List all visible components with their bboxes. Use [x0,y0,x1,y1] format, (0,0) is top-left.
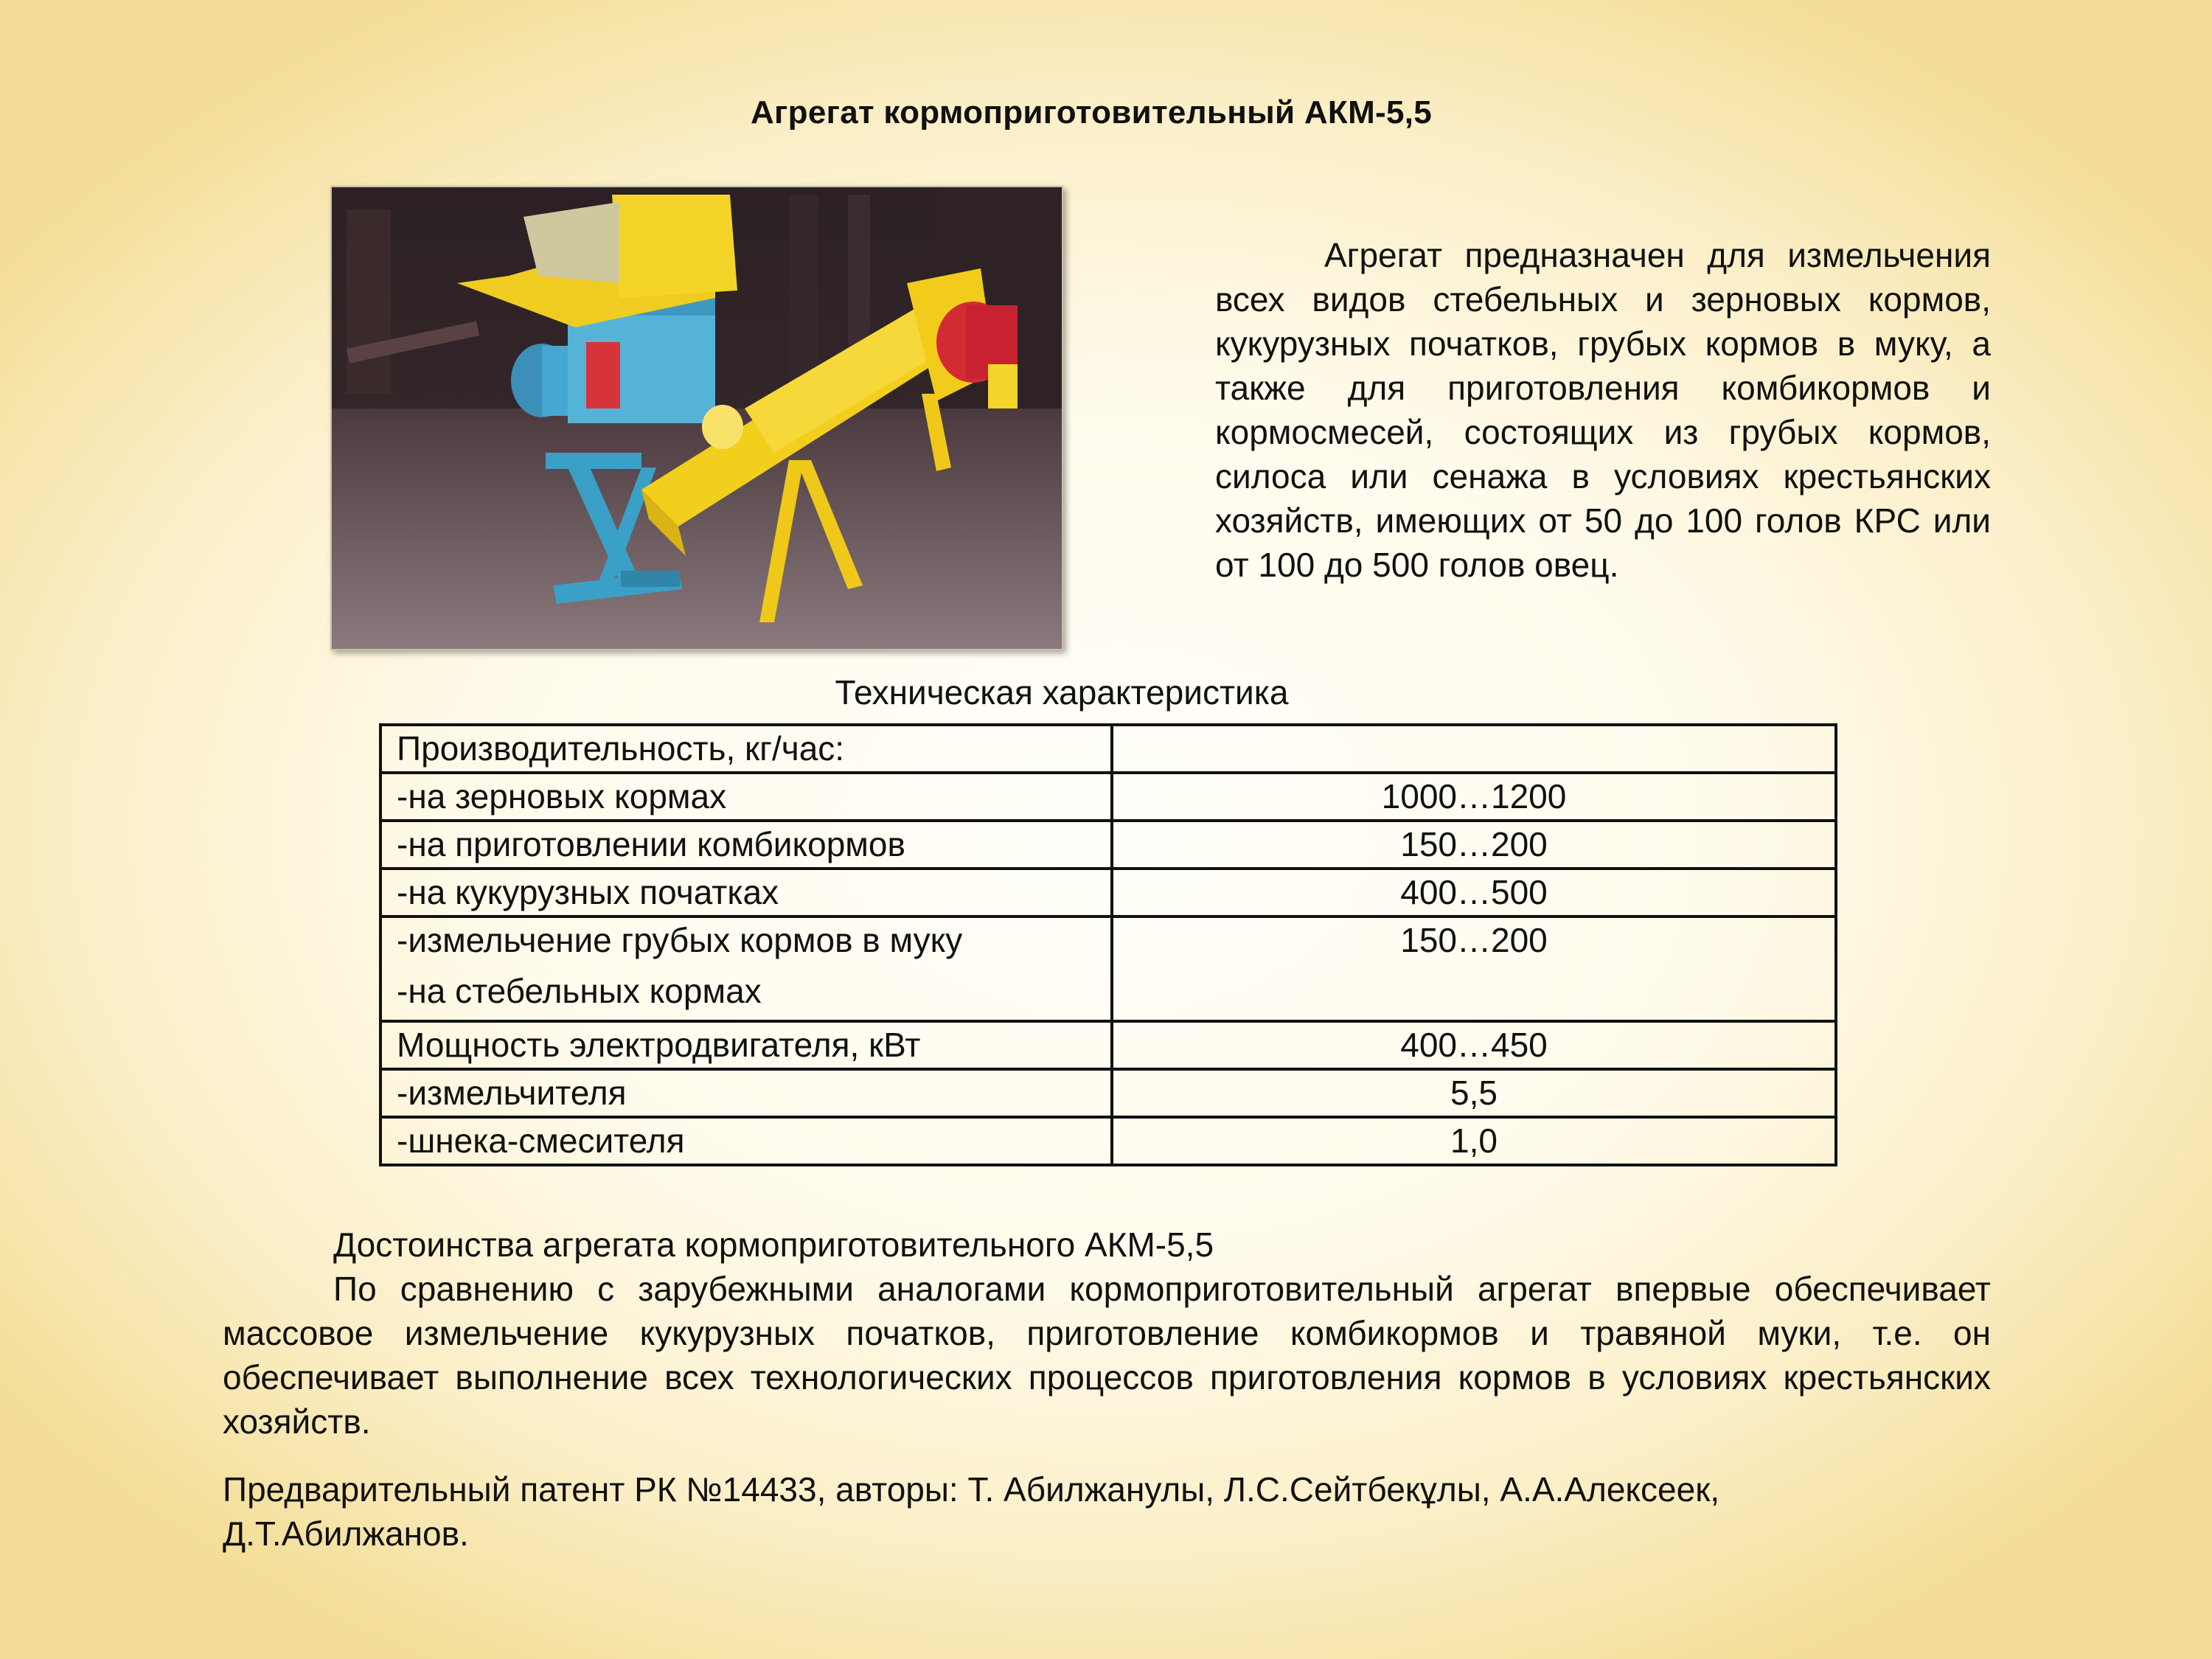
table-row [380,917,1836,1021]
patent-line: Предварительный патент РК №14433, авторы: Т. Абилжанулы, Л.С.Сейтбекұлы, А.А.Алексеек, [223,1470,1720,1509]
specs-title: Техническая характеристика [835,673,1289,712]
spec-label: Производительность, кг/час: [380,725,1112,773]
table-row [380,725,1836,773]
patent-info [223,1467,1941,1556]
spec-value: 400…500 [1112,869,1836,917]
intro-paragraph: Агрегат предназначен для измельчения всех видов стебельных и зерновых кормов, кукурузных початков, грубых кормов в муку, а также для приготовления комбикормов и кормосмесей, состоящих из грубых кормов, силоса или сенажа в условиях крестьянских хозяйств, имеющих от 50 до 100 голов КРС или от 100 до 500 голов овец. [1215,236,1991,584]
spec-label: -на приготовлении комбикормов [380,821,1112,869]
table-row [380,869,1836,917]
table-row [380,1021,1836,1069]
spec-value: 1000…1200 [1112,773,1836,821]
spec-value: 5,5 [1112,1069,1836,1117]
table-row [380,773,1836,821]
spec-value: 1,0 [1112,1117,1836,1165]
spec-label-cell [380,917,1112,1021]
specs-table [379,723,1837,1166]
spec-value: 400…450 [1112,1021,1836,1069]
advantages-title: Достоинства агрегата кормоприготовительного АКМ-5,5 [333,1225,1214,1264]
table-row [380,1117,1836,1165]
spec-label: -измельчение грубых кормов в муку [397,921,963,959]
spec-value: 150…200 [1112,917,1836,1021]
spec-label: -на стебельных кормах [397,972,762,1010]
spec-label: Мощность электродвигателя, кВт [380,1021,1112,1069]
table-row [380,1069,1836,1117]
table-row [380,821,1836,869]
spec-label: -измельчителя [380,1069,1112,1117]
spec-value [1112,725,1836,773]
spec-value: 150…200 [1112,821,1836,869]
spec-label: -на кукурузных початках [380,869,1112,917]
spec-label: -на зерновых кормах [380,773,1112,821]
machine-photo [330,186,1063,650]
page-title: Агрегат кормоприготовительный АКМ-5,5 [750,94,1433,131]
spec-label: -шнека-смесителя [380,1117,1112,1165]
patent-line: Д.Т.Абилжанов. [223,1514,469,1553]
advantages-paragraph: По сравнению с зарубежными аналогами кормоприготовительный агрегат впервые обеспечивает массовое измельчение кукурузных початков, приготовление комбикормов и травяной муки, т.е. он обеспечивает выполнение всех технологических процессов приготовления кормов в условиях крестьянских хозяйств. [223,1270,1991,1441]
